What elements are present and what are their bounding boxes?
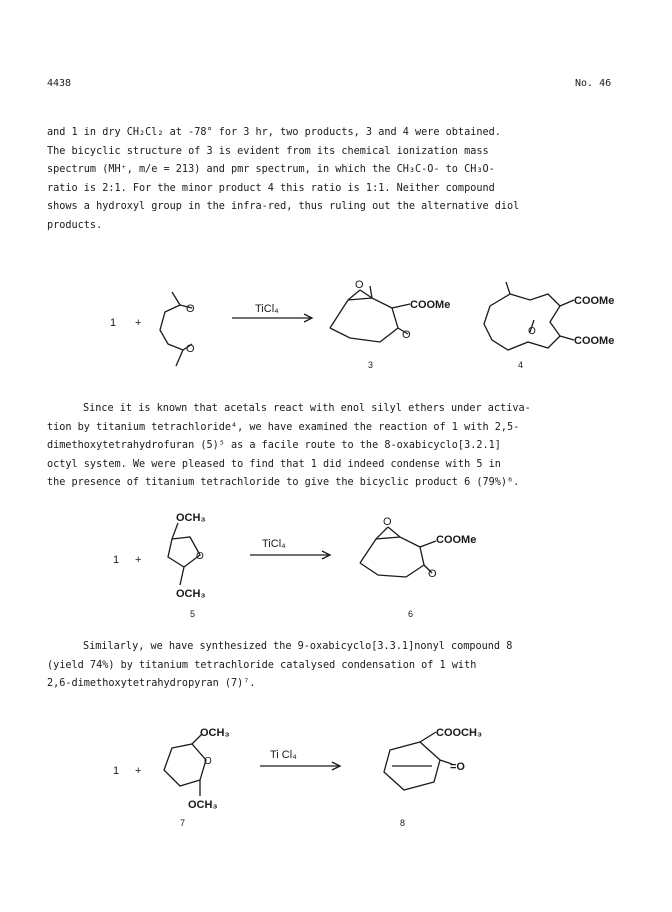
product-6-substituent: COOMe (436, 534, 477, 546)
acetal-7-bottom-group: OCH₃ (188, 799, 218, 811)
product-3-substituent: COOMe (410, 299, 451, 311)
dimethoxy-thp-structure (164, 744, 206, 786)
paragraph-line: tion by titanium tetrachloride⁴, we have examined the reaction of 1 with 2,5- (47, 421, 520, 433)
paragraph-line: spectrum (MH⁺, m/e = 213) and pmr spectrum, in which the CH₃C-O- to CH₃O- (47, 164, 495, 176)
svg-text:O: O (528, 326, 536, 337)
paragraph-3 (47, 638, 607, 694)
svg-text:O: O (428, 568, 437, 580)
paragraph-line: The bicyclic structure of 3 is evident from its chemical ionization mass (47, 145, 489, 157)
paragraph-line: Since it is known that acetals react with enol silyl ethers under activa- (83, 403, 531, 414)
reagent-ticl4: TiCl₄ (255, 303, 279, 315)
bicyclic-product-6 (360, 537, 424, 577)
paragraph-line: ratio is 2:1. For the minor product 4 this ratio is 1:1. Neither compound (47, 182, 495, 194)
reagent-ticl4: TiCl₄ (262, 538, 286, 550)
bicyclic-product-3 (330, 298, 398, 342)
acetal-5-label: 5 (190, 609, 196, 619)
paragraph-line: and 1 in dry CH₂Cl₂ at -78° for 3 hr, two products, 3 and 4 were obtained. (47, 127, 501, 138)
scheme-2 (0, 505, 672, 620)
product-6-label: 6 (408, 609, 414, 619)
reagent-ticl4: Ti Cl₄ (270, 749, 297, 761)
journal-issue: No. 46 (575, 78, 612, 89)
diketone-structure (160, 292, 183, 366)
product-8-carbonyl: =O (450, 761, 465, 773)
product-3-label: 3 (368, 360, 374, 370)
svg-text:O: O (402, 329, 411, 341)
svg-text:O: O (196, 551, 204, 562)
product-4-substituent-a: COOMe (574, 295, 615, 307)
svg-text:O: O (186, 303, 195, 315)
svg-text:O: O (383, 516, 392, 528)
acetal-7-top-group: OCH₃ (200, 727, 230, 739)
acetal-7-label: 7 (180, 818, 186, 828)
plus-sign: + (135, 765, 142, 777)
svg-text:O: O (186, 343, 195, 355)
page-number: 4438 (47, 78, 72, 89)
scheme-1 (0, 270, 672, 380)
acetal-5-top-group: OCH₃ (176, 512, 206, 524)
paragraph-line: Similarly, we have synthesized the 9-oxabicyclo[3.3.1]nonyl compound 8 (83, 641, 513, 652)
paragraph-line: products. (47, 219, 103, 231)
paragraph-line: shows a hydroxyl group in the infra-red, thus ruling out the alternative diol (47, 201, 520, 213)
paragraph-1 (47, 124, 607, 236)
svg-text:O: O (204, 756, 212, 767)
reactant-label-1: 1 (113, 554, 120, 566)
plus-sign: + (135, 554, 142, 566)
paragraph-line: the presence of titanium tetrachloride to give the bicyclic product 6 (79%)⁶. (47, 477, 520, 489)
product-8-label: 8 (400, 818, 406, 828)
paragraph-line: (yield 74%) by titanium tetrachloride catalysed condensation of 1 with (47, 659, 477, 671)
paragraph-line: octyl system. We were pleased to find that 1 did indeed condense with 5 in (47, 458, 501, 470)
paragraph-line: dimethoxytetrahydrofuran (5)⁵ as a facile route to the 8-oxabicyclo[3.2.1] (47, 440, 501, 452)
ring-product-4 (484, 294, 560, 350)
product-8-substituent: COOCH₃ (436, 727, 483, 739)
product-4-substituent-b: COOMe (574, 335, 615, 347)
acetal-5-bottom-group: OCH₃ (176, 588, 206, 600)
plus-sign: + (135, 317, 142, 329)
paragraph-2 (47, 400, 607, 493)
reactant-label-1: 1 (110, 317, 117, 329)
reactant-label-1: 1 (113, 765, 120, 777)
paragraph-line: 2,6-dimethoxytetrahydropyran (7)⁷. (47, 678, 256, 690)
svg-text:O: O (355, 279, 364, 291)
scheme-3 (0, 722, 672, 842)
product-4-label: 4 (518, 360, 524, 370)
